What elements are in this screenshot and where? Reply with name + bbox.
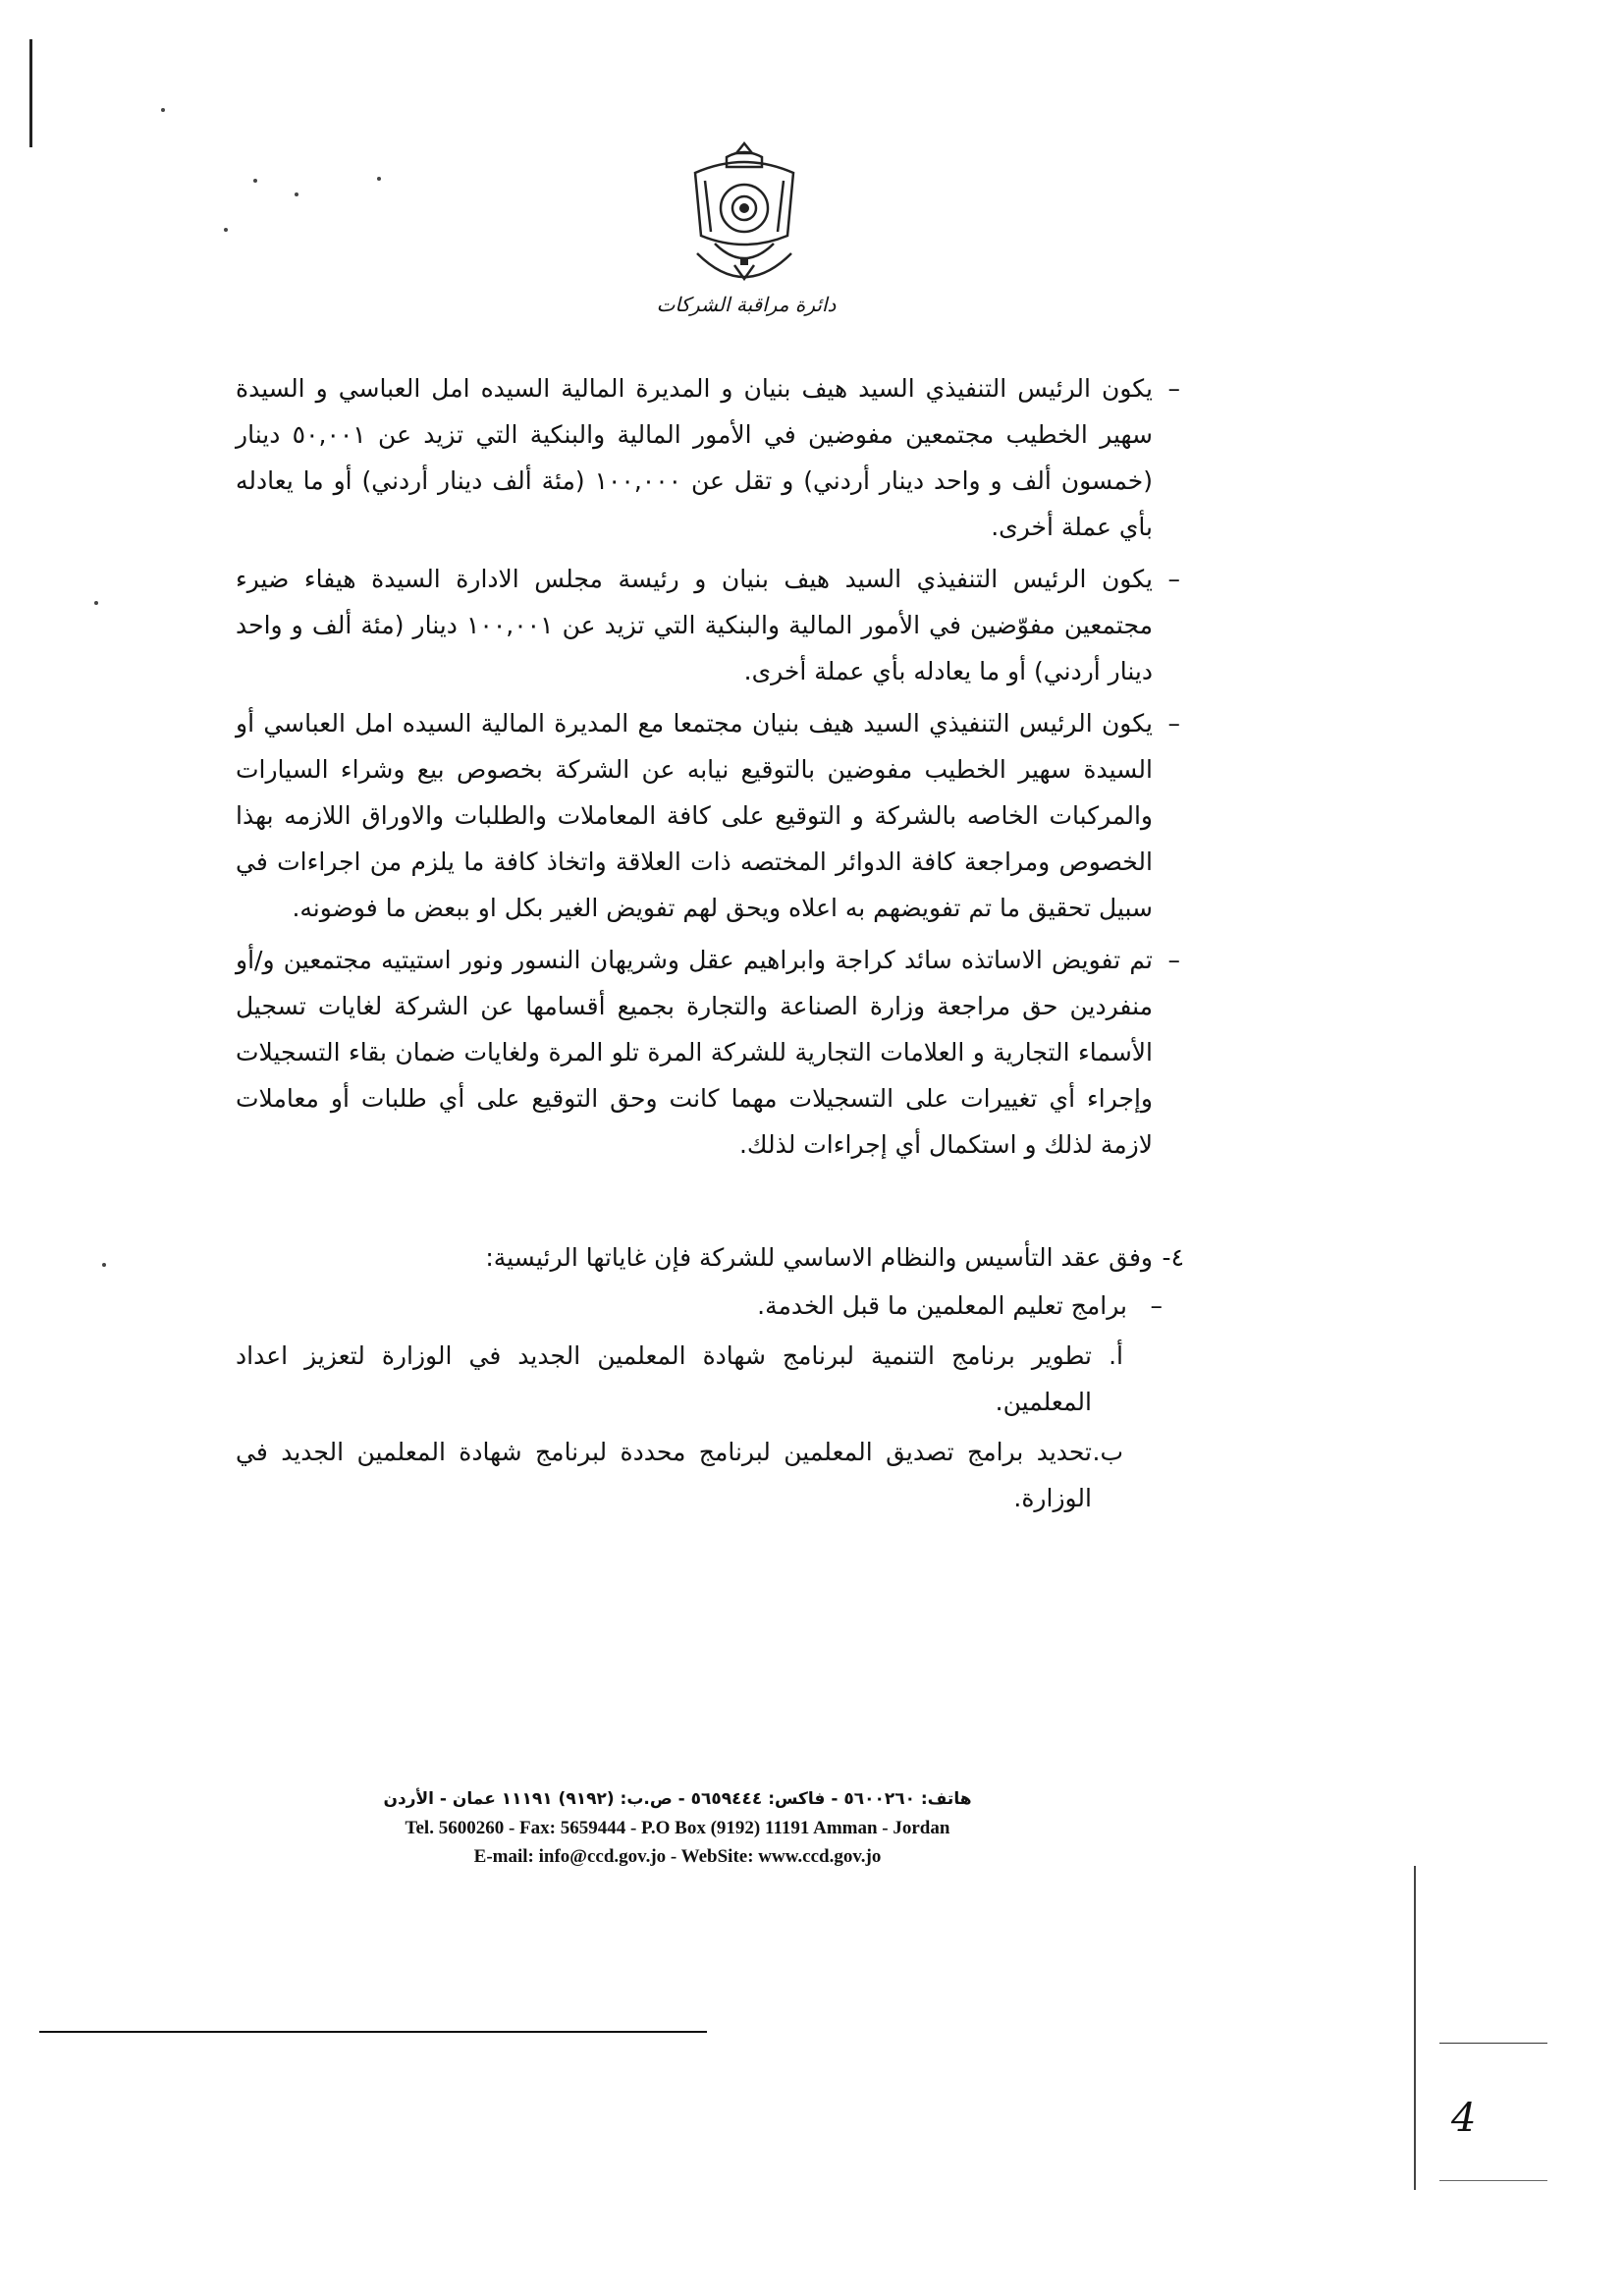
margin-rule (1439, 2043, 1547, 2044)
item-text: تم تفويض الاساتذه سائد كراجة وابراهيم عقل وشريهان النسور ونور استيتيه مجتمعين و/أو منفردين حق مراجعة وزارة الصناعة والتجارة بجميع أقسامها عن الشركة لغايات تسجيل الأسماء التجارية و العلامات التجارية للشركة المرة تلو المرة ولغايات ضمان بقاء التسجيلات وإجراء أي تغييرات على التسجيلات مهما كانت وحق التوقيع على أي طلبات أو معاملات لازمة لذلك و استكمال أي إجراءات لذلك. (236, 946, 1153, 1159)
scan-speck (295, 192, 298, 196)
item-letter: ب. (1092, 1438, 1123, 1466)
margin-rule (1439, 2180, 1547, 2181)
scan-speck (161, 108, 165, 112)
bullet-dash: – (1167, 709, 1180, 738)
clause-number: ٤- (1162, 1243, 1184, 1272)
item-text: يكون الرئيس التنفيذي السيد هيف بنيان مجتمعا مع المديرة المالية السيده امل العباسي أو السيدة سهير الخطيب مفوضين بالتوقيع نيابه عن الشركة بخصوص بيع وشراء السيارات والمركبات الخاصه بالشركة و التوقيع على كافة المعاملات والطلبات والاوراق اللازمه بهذا الخصوص ومراجعة كافة الدوائر المختصه ذات العلاقة واتخاذ كافة ما يلزم من اجراءات في سبيل تحقيق ما تم تفويضهم به اعلاه ويحق لهم تفويض الغير بكل او ببعض ما فوضونه. (236, 709, 1153, 922)
authorization-item (236, 365, 1178, 550)
bullet-dash: – (1167, 374, 1180, 403)
letterhead-footer (334, 1785, 1021, 1871)
coat-of-arms-icon (676, 137, 813, 300)
page-number: 4 (1451, 2096, 1477, 2141)
authorization-item (236, 556, 1178, 694)
footer-web-contact: E-mail: info@ccd.gov.jo - WebSite: www.ccd.gov.jo (473, 1846, 882, 1867)
lettered-text: تحديد برامج تصديق المعلمين لبرنامج محددة لبرنامج شهادة المعلمين الجديد في الوزارة. (236, 1438, 1092, 1512)
bullet-dash: – (1167, 565, 1180, 593)
clause-heading: وفق عقد التأسيس والنظام الاساسي للشركة فإن غاياتها الرئيسية: (485, 1243, 1153, 1272)
lettered-item (236, 1429, 1178, 1521)
authorization-item (236, 700, 1178, 931)
scan-speck (253, 179, 257, 183)
bullet-dash: – (1167, 946, 1180, 974)
footer-arabic-contact: هاتف: ٥٦٠٠٢٦٠ - فاكس: ٥٦٥٩٤٤٤ - ص.ب: (٩١٩٢) ١١١٩١ عمان - الأردن (383, 1789, 972, 1809)
bottom-rule (39, 2031, 707, 2033)
footer-english-contact: Tel. 5600260 - Fax: 5659444 - P.O Box (9192) 11191 Amman - Jordan (405, 1818, 950, 1838)
authorization-item (236, 937, 1178, 1168)
lettered-text: تطوير برنامج التنمية لبرنامج شهادة المعلمين الجديد في الوزارة لتعزيز اعداد المعلمين. (236, 1341, 1092, 1416)
objectives-clause (236, 1234, 1184, 1281)
bullet-dash: – (1150, 1291, 1163, 1320)
scan-speck (224, 228, 228, 232)
item-text: يكون الرئيس التنفيذي السيد هيف بنيان و المديرة المالية السيده امل العباسي و السيدة سهير الخطيب مجتمعين مفوضين في الأمور المالية والبنكية التي تزيد عن ٥٠,٠٠١ دينار (خمسون ألف و واحد دينار أردني) و تقل عن ١٠٠,٠٠٠ (مئة ألف دينار أردني) أو ما يعادله بأي عملة أخرى. (236, 374, 1153, 541)
document-body (236, 365, 1184, 1521)
scan-speck (102, 1263, 106, 1267)
margin-vertical-rule (1414, 1866, 1416, 2190)
objective-subitem (236, 1283, 1178, 1329)
scan-speck (377, 177, 381, 181)
scan-edge-mark (29, 39, 32, 147)
item-text: يكون الرئيس التنفيذي السيد هيف بنيان و رئيسة مجلس الادارة السيدة هيفاء ضيرء مجتمعين مفوّضين في الأمور المالية والبنكية التي تزيد عن ١٠٠,٠٠١ دينار (مئة ألف و واحد دينار أردني) أو ما يعادله بأي عملة أخرى. (236, 565, 1153, 685)
lettered-item (236, 1333, 1178, 1425)
item-letter: أ. (1109, 1341, 1123, 1370)
scan-speck (94, 601, 98, 605)
organization-name: دائرة مراقبة الشركات (656, 293, 837, 316)
subitem-text: برامج تعليم المعلمين ما قبل الخدمة. (757, 1291, 1127, 1320)
